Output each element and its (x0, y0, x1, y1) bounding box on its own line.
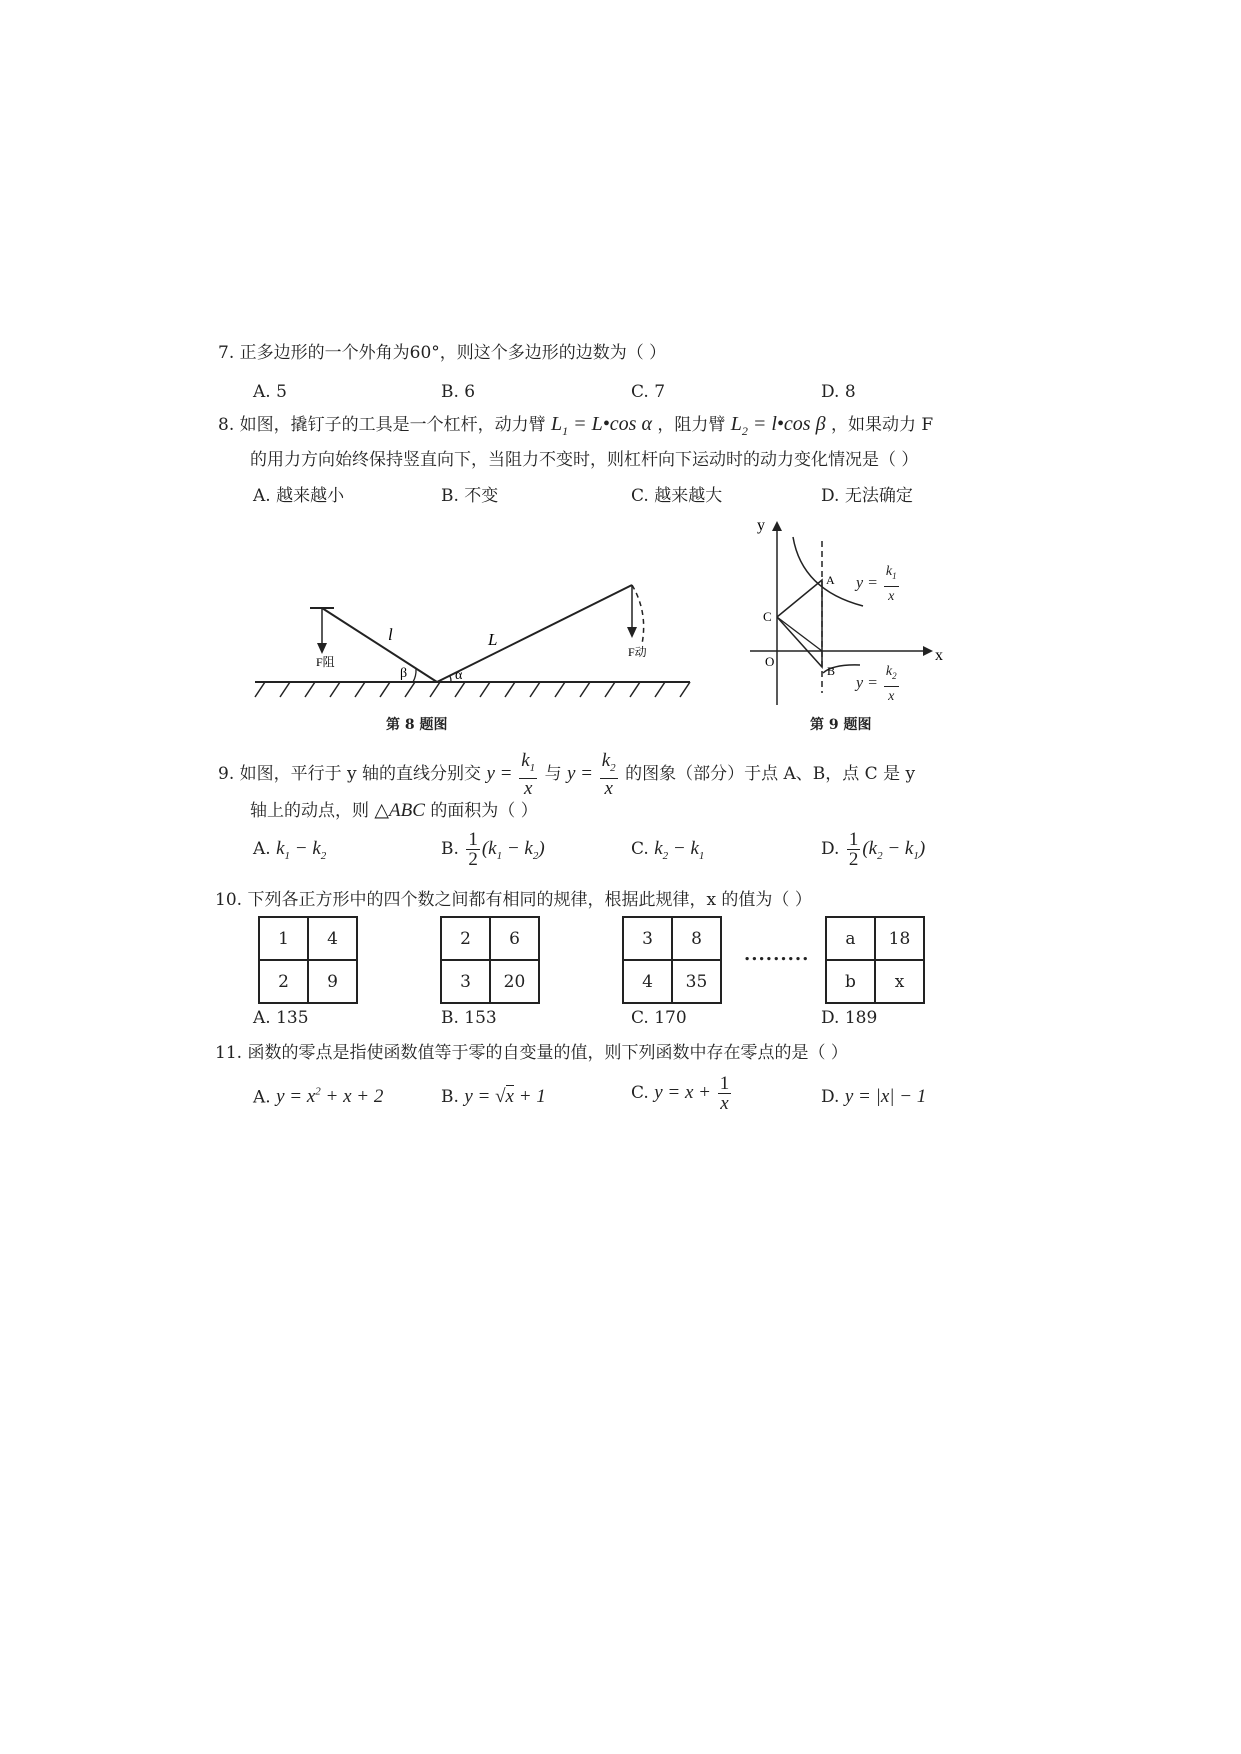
square-2-cell: 3 (441, 960, 490, 1003)
q9-formula-k1: y = $\frac{k_1}{x}$ (486, 750, 536, 800)
y-axis-arrow (772, 521, 782, 531)
square-4-cell: a (826, 917, 875, 960)
question-7: 7. 正多边形的一个外角为60°，则这个多边形的边数为（ ） (218, 343, 667, 363)
triangle-abc (777, 580, 822, 667)
q11-option-c: C. y = x + $\frac{1}{x}$ (631, 1073, 730, 1114)
square-1-cell: 9 (308, 960, 357, 1003)
label-l: l (388, 625, 393, 644)
q9-text-d: 轴上的动点，则 (250, 801, 369, 821)
q8-text-b: ，阻力臂 (657, 415, 726, 435)
square-1-cell: 2 (259, 960, 308, 1003)
short-arm (322, 608, 437, 682)
power-arrow-head (627, 627, 637, 638)
q8-text-a: 8. 如图，撬钉子的工具是一个杠杆，动力臂 (218, 415, 546, 435)
q8-option-c: C. 越来越大 (631, 486, 723, 506)
q8-option-b: B. 不变 (441, 486, 499, 506)
number-square-4 (825, 916, 925, 1004)
q9-text-e: 的面积为（ ） (430, 801, 538, 821)
square-4-cell: 18 (875, 917, 924, 960)
label-b: B (827, 664, 836, 678)
figure-9-caption: 第 9 题图 (810, 717, 872, 733)
label-a: A (826, 573, 835, 587)
q9-text-a: 9. 如图，平行于 y 轴的直线分别交 (218, 764, 482, 784)
q8-option-d: D. 无法确定 (821, 486, 913, 506)
q8-text-c: ，如果动力 F (830, 415, 934, 435)
q9-option-c: C. $k_2 - k_1$ (631, 838, 705, 862)
label-beta: β (400, 666, 408, 681)
label-o: O (765, 654, 775, 669)
figure-9-graph (745, 515, 965, 715)
figure-8-lever (250, 570, 700, 705)
square-2-cell: 6 (490, 917, 539, 960)
q11-option-b: B. y = √x + 1 (441, 1086, 546, 1107)
c-to-axis-line (777, 617, 822, 651)
square-2-cell: 2 (441, 917, 490, 960)
square-1-cell: 1 (259, 917, 308, 960)
ellipsis-dots: ......... (744, 944, 810, 965)
square-2-cell: 20 (490, 960, 539, 1003)
label-alpha: α (455, 668, 463, 683)
question-9-line-2 (250, 798, 538, 824)
fig9-k2-label: y = $\frac{k_2}{x}$ (856, 664, 897, 704)
x-axis-arrow (923, 646, 933, 656)
q11-option-a: A. $y = x^2 + x + 2$ (253, 1086, 384, 1108)
question-10: 10. 下列各正方形中的四个数之间都有相同的规律，根据此规律，x 的值为（ ） (215, 890, 812, 910)
number-square-2 (440, 916, 540, 1004)
question-8-line-1 (218, 411, 933, 444)
q10-option-d: D. 189 (821, 1008, 878, 1028)
arc-path (632, 585, 644, 644)
q10-option-a: A. 135 (253, 1008, 309, 1028)
label-y: y (757, 517, 765, 534)
question-9-line-1 (218, 750, 915, 798)
q7-option-b: B. 6 (441, 382, 476, 402)
ground-hatching (255, 682, 690, 697)
question-11: 11. 函数的零点是指使函数值等于零的自变量的值，则下列函数中存在零点的是（ ） (215, 1043, 848, 1063)
number-square-1 (258, 916, 358, 1004)
label-f-power: F动 (628, 645, 647, 659)
q8-formula-l2: $L_2$ = l•cos β (730, 413, 826, 438)
q9-triangle-abc: △ABC (374, 800, 425, 821)
q7-option-a: A. 5 (253, 382, 287, 402)
q7-option-c: C. 7 (631, 382, 666, 402)
label-f-resist: F阻 (316, 655, 335, 669)
q9-text-c: 的图象（部分）于点 A、B，点 C 是 y (625, 764, 916, 784)
square-3-cell: 4 (623, 960, 672, 1003)
resist-arrow-head (317, 643, 327, 654)
q9-formula-k2: y = $\frac{k_2}{x}$ (566, 750, 616, 800)
figure-8-caption: 第 8 题图 (386, 717, 448, 733)
number-square-3 (622, 916, 722, 1004)
long-arm (437, 585, 632, 682)
label-x: x (935, 647, 943, 664)
q9-option-b: B. $\frac{1}{2}$ $(k_1 - k_2)$ (441, 829, 545, 870)
q9-text-b: 与 (544, 764, 562, 784)
square-3-cell: 35 (672, 960, 721, 1003)
q7-option-d: D. 8 (821, 382, 856, 402)
beta-arc (413, 669, 416, 682)
fig9-k1-label: y = $\frac{k_1}{x}$ (856, 564, 897, 604)
q10-option-c: C. 170 (631, 1008, 687, 1028)
question-8-line-2: 的用力方向始终保持竖直向下，当阻力不变时，则杠杆向下运动时的动力变化情况是（ ） (250, 450, 919, 470)
q9-option-d: D. $\frac{1}{2}$ $(k_2 - k_1)$ (821, 829, 926, 870)
q9-option-a: A. $k_1 - k_2$ (253, 838, 327, 862)
q8-formula-l1: $L_1$ = L•cos α (551, 413, 652, 438)
square-1-cell: 4 (308, 917, 357, 960)
q11-option-d: D. y = |x| − 1 (821, 1086, 927, 1107)
square-4-cell: x (875, 960, 924, 1003)
label-c: C (763, 609, 772, 624)
square-3-cell: 8 (672, 917, 721, 960)
square-4-cell: b (826, 960, 875, 1003)
label-L: L (488, 630, 498, 649)
q8-option-a: A. 越来越小 (253, 486, 345, 506)
square-3-cell: 3 (623, 917, 672, 960)
q10-option-b: B. 153 (441, 1008, 497, 1028)
